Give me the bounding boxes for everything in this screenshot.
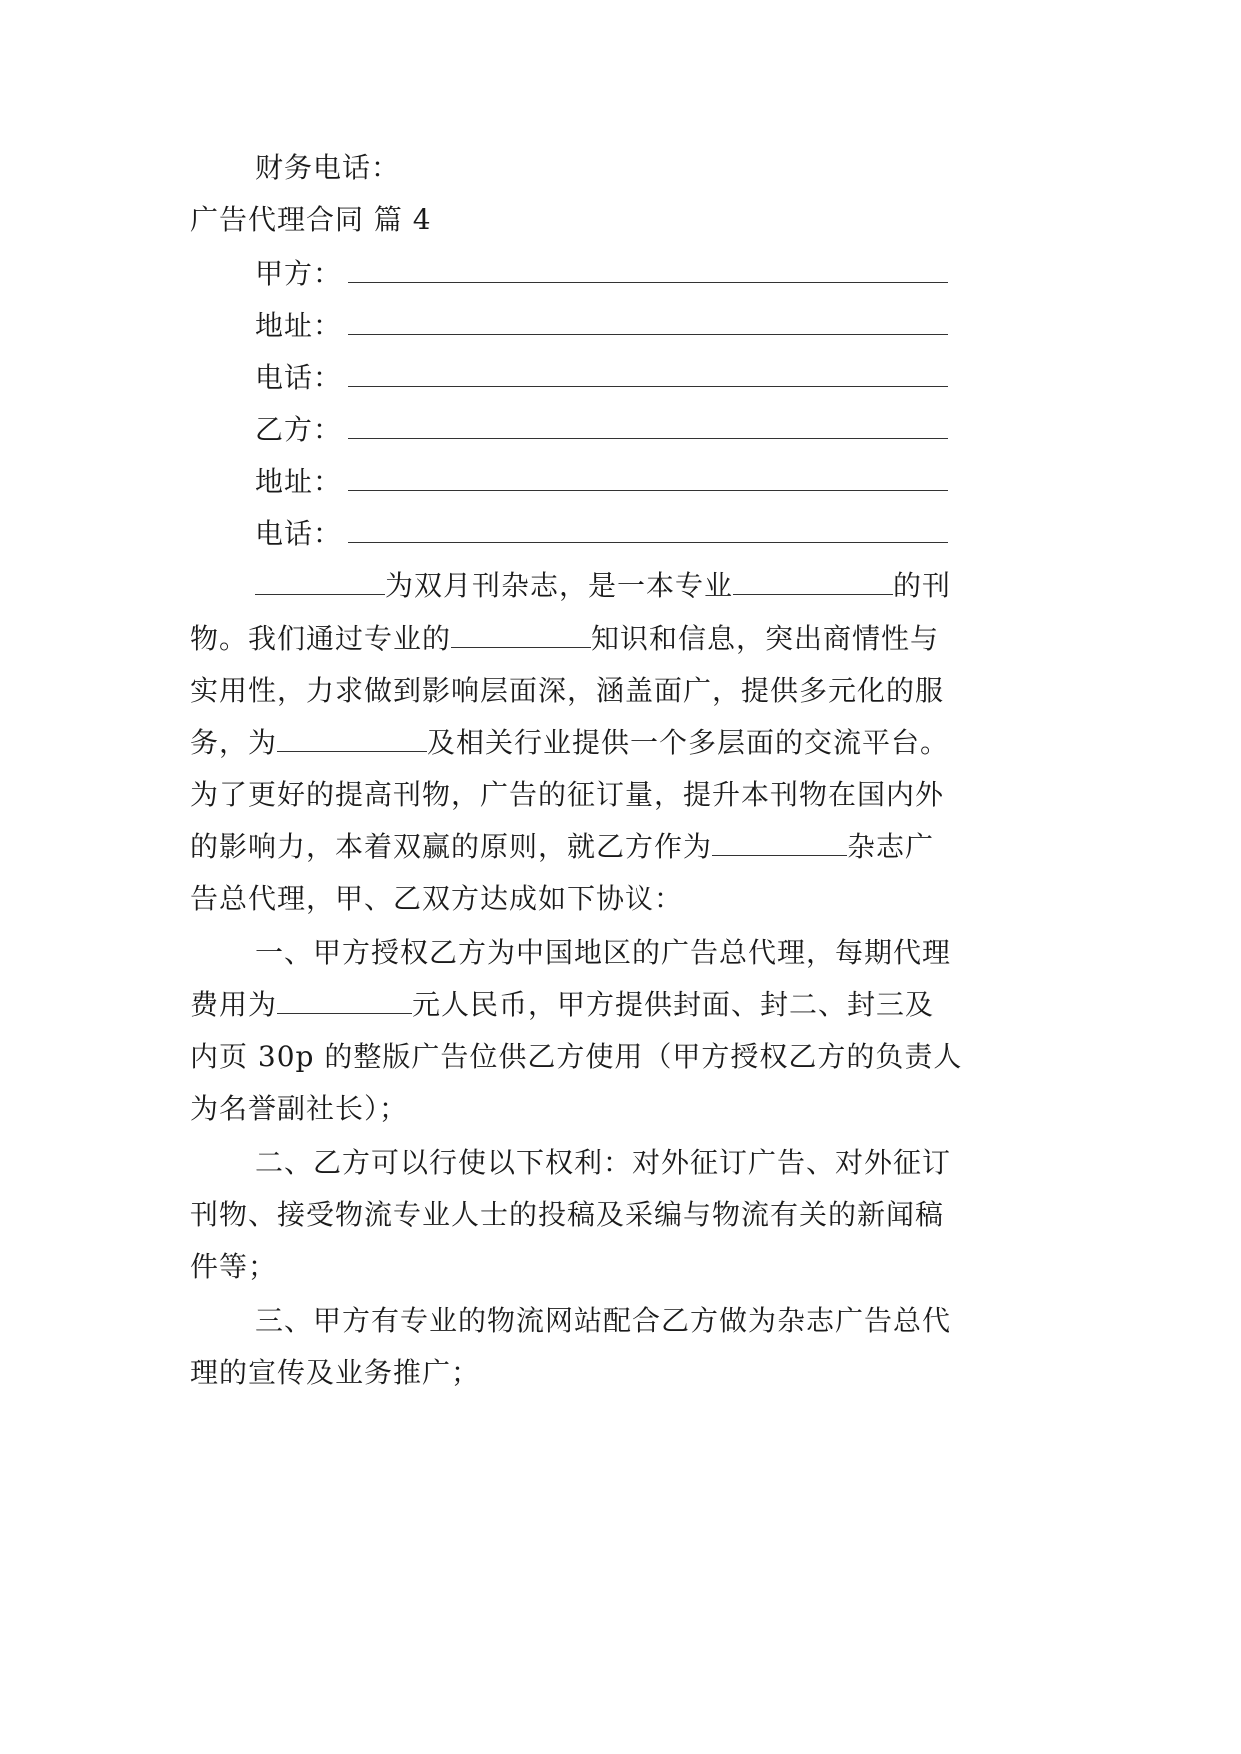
section-title — [190, 202, 432, 238]
fill-in-line — [348, 489, 948, 491]
para1-line3: 实用性，力求做到影响层面深，涵盖面广，提供多元化的服 — [190, 674, 945, 707]
fill-in-line — [348, 281, 948, 283]
text: 的影响力，本着双赢的原则，就乙方作为 — [190, 830, 713, 863]
blank — [277, 729, 427, 752]
text: 杂志广 — [847, 830, 935, 863]
blank — [712, 833, 847, 856]
party-a-address-label: 地址： — [255, 309, 343, 342]
clause2-line1: 二、乙方可以行使以下权利：对外征订广告、对外征订 — [255, 1146, 952, 1179]
blank — [451, 625, 591, 648]
text: 及相关行业提供一个多层面的交流平台。 — [427, 726, 950, 759]
party-b-field — [255, 412, 948, 448]
text: 物。我们通过专业的 — [190, 622, 452, 655]
para1-line7: 告总代理，甲、乙双方达成如下协议： — [190, 882, 684, 915]
party-b-label: 乙方： — [255, 413, 343, 446]
blank — [277, 991, 412, 1014]
fill-in-line — [348, 333, 948, 335]
party-b-phone-label: 电话： — [255, 517, 343, 550]
para1-line5: 为了更好的提高刊物，广告的征订量，提升本刊物在国内外 — [190, 778, 945, 811]
text: 为双月刊杂志，是一本专业 — [385, 569, 734, 602]
blank — [733, 572, 893, 595]
finance-phone-label: 财务电话： — [255, 151, 401, 184]
finance-phone-line — [255, 150, 400, 186]
clause1-line1: 一、甲方授权乙方为中国地区的广告总代理，每期代理 — [255, 936, 952, 969]
party-a-phone-label: 电话： — [255, 361, 343, 394]
fill-in-line — [348, 385, 948, 387]
para1-line4 — [190, 725, 949, 761]
clause2-line2: 刊物、接受物流专业人士的投稿及采编与物流有关的新闻稿 — [190, 1198, 945, 1231]
text: 知识和信息，突出商情性与 — [591, 622, 940, 655]
party-a-field — [255, 256, 948, 292]
text: 费用为 — [190, 988, 278, 1021]
party-b-phone-field — [255, 516, 948, 552]
party-b-address-field — [255, 464, 948, 500]
text: 元人民币，甲方提供封面、封二、封三及 — [412, 988, 935, 1021]
section-title-text: 广告代理合同 篇 4 — [190, 203, 432, 236]
para1-line6 — [190, 829, 934, 865]
text: 务，为 — [190, 726, 278, 759]
clause1-line2 — [190, 987, 934, 1023]
party-a-phone-field — [255, 360, 948, 396]
clause3-line1: 三、甲方有专业的物流网站配合乙方做为杂志广告总代 — [255, 1304, 952, 1337]
party-a-label: 甲方： — [255, 257, 343, 290]
fill-in-line — [348, 437, 948, 439]
party-a-address-field — [255, 308, 948, 344]
clause1-line3: 内页 30p 的整版广告位供乙方使用（甲方授权乙方的负责人 — [190, 1040, 963, 1073]
clause1-line4: 为名誉副社长）； — [190, 1092, 409, 1125]
fill-in-line — [348, 541, 948, 543]
text: 的刊 — [893, 569, 952, 602]
clause2-line3: 件等； — [190, 1250, 278, 1283]
blank — [255, 572, 385, 595]
para1-line1 — [255, 568, 951, 604]
party-b-address-label: 地址： — [255, 465, 343, 498]
para1-line2 — [190, 621, 939, 657]
clause3-line2: 理的宣传及业务推广； — [190, 1356, 481, 1389]
